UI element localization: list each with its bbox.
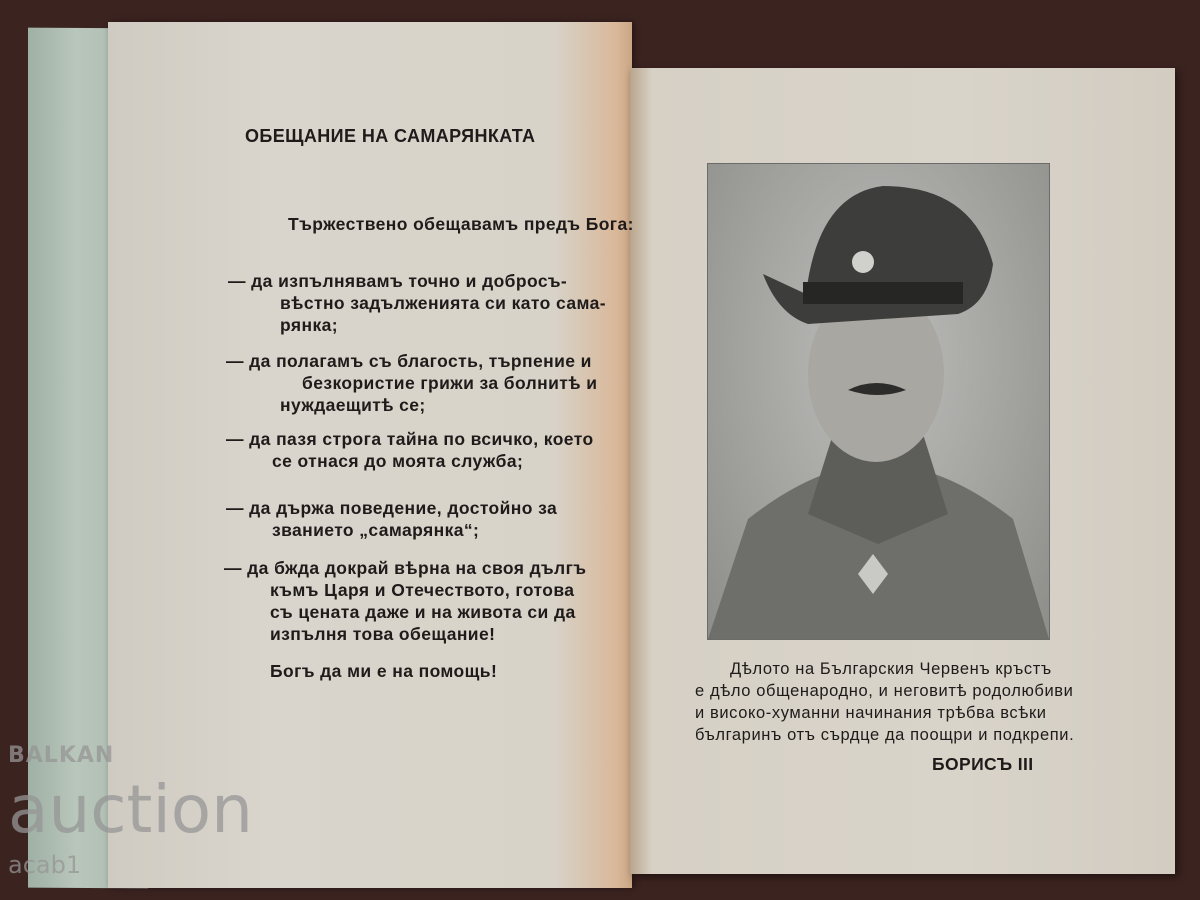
oath-closing: Богъ да ми е на помощь! bbox=[270, 661, 498, 681]
oath-line: рянка; bbox=[280, 315, 338, 335]
portrait-photo bbox=[707, 163, 1050, 640]
oath-line: нуждаещитѣ се; bbox=[280, 395, 426, 415]
oath-line: се отнася до моята служба; bbox=[272, 451, 524, 471]
oath-line: къмъ Царя и Отечеството, готова bbox=[270, 580, 575, 600]
oath-line: изпълня това обещание! bbox=[270, 624, 496, 644]
oath-line: — да полагамъ съ благость, търпение и bbox=[226, 351, 592, 371]
quote-line: е дѣло общенародно, и неговитѣ родолюбиви bbox=[695, 682, 1074, 700]
watermark bbox=[8, 742, 253, 880]
oath-line: вѣстно задълженията си като сама- bbox=[280, 293, 606, 313]
oath-line: — да бжда докрай вѣрна на своя дългъ bbox=[224, 558, 587, 578]
oath-line: — да изпълнявамъ точно и добросъ- bbox=[228, 271, 568, 291]
oath-intro: Тържествено обещавамъ предъ Бога: bbox=[288, 214, 634, 234]
quote-line: и високо-хуманни начинания трѣбва всѣки bbox=[695, 704, 1047, 722]
signature: БОРИСЪ III bbox=[932, 754, 1034, 774]
quote-line: Дѣлото на Българския Червенъ кръстъ bbox=[730, 660, 1052, 678]
oath-line: — да пазя строга тайна по всичко, което bbox=[226, 429, 594, 449]
quote-line: българинъ отъ сърдце да поощри и подкрепи. bbox=[695, 726, 1075, 744]
oath-line: — да държа поведение, достойно за bbox=[226, 498, 558, 518]
watermark-line: acab1 bbox=[8, 851, 82, 879]
oath-line: безкористие грижи за болнитѣ и bbox=[302, 373, 598, 393]
oath-line: съ цената даже и на живота си да bbox=[270, 602, 576, 622]
watermark-line: auction bbox=[8, 771, 253, 848]
officer-portrait-illustration bbox=[708, 164, 1049, 639]
watermark-line: BALKAN bbox=[8, 743, 115, 768]
oath-line: званието „самарянка“; bbox=[272, 520, 480, 540]
page-title: ОБЕЩАНИЕ НА САМАРЯНКАТА bbox=[245, 126, 536, 146]
